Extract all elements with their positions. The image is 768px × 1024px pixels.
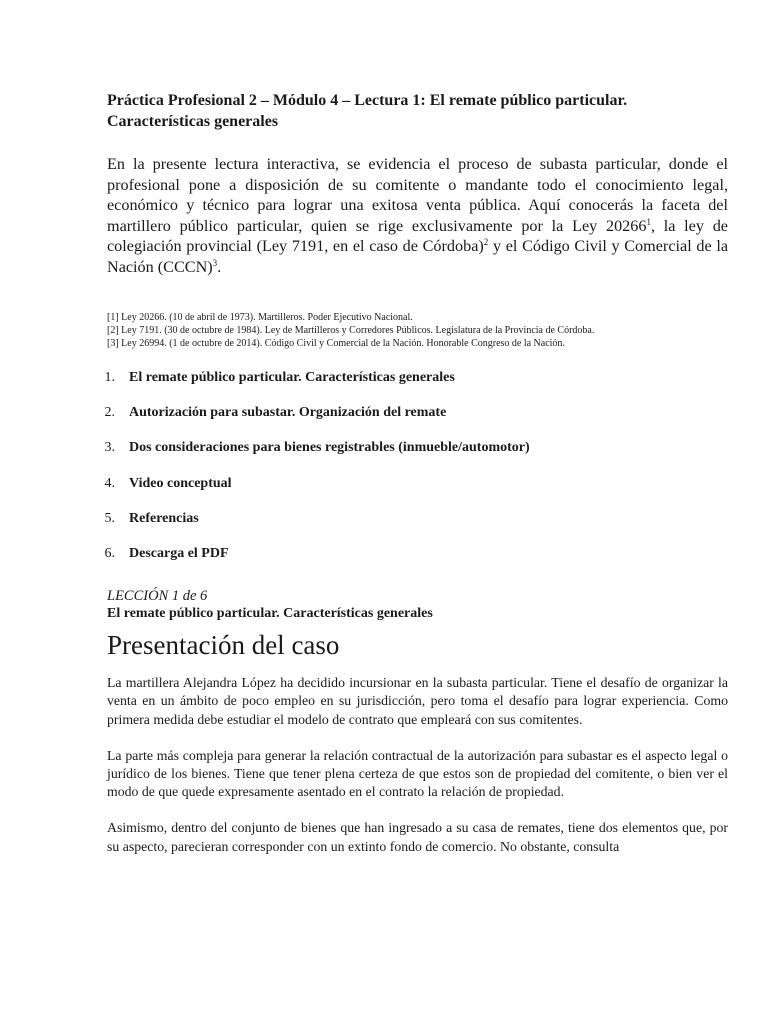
toc-number: 6. xyxy=(104,545,115,561)
toc-label[interactable]: Descarga el PDF xyxy=(129,545,229,561)
body-paragraph-1: La martillera Alejandra López ha decidido incursionar en la subasta particular. Tiene el desafío de organizar la venta en un ámbito de poco empleo en su jurisdicción, pero toma el desafío para lograr experiencia. Como primera medida debe estudiar el modelo de contrato que empleará con sus comitentes. xyxy=(107,675,728,727)
toc-label[interactable]: Referencias xyxy=(129,510,199,526)
toc-label[interactable]: El remate público particular. Características generales xyxy=(129,370,455,385)
footnote-3: [3] Ley 26994. (1 de octubre de 2014). Código Civil y Comercial de la Nación. Honorable Congreso de la Nación. xyxy=(107,338,565,349)
toc-label[interactable]: Dos consideraciones para bienes registrables (inmueble/automotor) xyxy=(129,440,530,456)
footnote-2: [2] Ley 7191. (30 de octubre de 1984). Ley de Martilleros y Corredores Públicos. Legislatura de la Provincia de Córdoba. xyxy=(107,325,595,336)
section-heading: Presentación del caso xyxy=(107,630,340,661)
toc-item-3[interactable] xyxy=(104,440,728,475)
lesson-subtitle: El remate público particular. Características generales xyxy=(107,606,433,622)
toc-number: 1. xyxy=(104,370,115,385)
intro-text-part4: . xyxy=(217,257,222,276)
footnote-ref-3[interactable]: 3 xyxy=(212,257,218,268)
table-of-contents xyxy=(104,370,728,581)
document-title-line1: Práctica Profesional 2 – Módulo 4 – Lectura 1: El remate público particular. xyxy=(107,92,628,109)
document-page xyxy=(104,90,728,856)
intro-text-part2: , la ley de colegiación provincial (Ley 7191, en el caso de Córdoba) xyxy=(107,216,728,255)
toc-item-4[interactable] xyxy=(104,475,728,511)
toc-item-1[interactable] xyxy=(104,370,728,405)
intro-text-part3: y el Código Civil y Comercial de la Nación (CCCN) xyxy=(107,237,728,276)
lesson-counter: LECCIÓN 1 de 6 xyxy=(107,588,208,605)
toc-item-6[interactable] xyxy=(104,545,728,581)
body-paragraph-2: La parte más compleja para generar la relación contractual de la autorización para subastar es el aspecto legal o jurídico de los bienes. Tiene que tener plena certeza de que estos son de propiedad del comitente, o bien ver el modo de que quede expresamente asentado en el contrato la relación de propiedad. xyxy=(107,747,728,800)
footnote-ref-2[interactable]: 2 xyxy=(483,237,489,247)
intro-text-part1: En la presente lectura interactiva, se evidencia el proceso de subasta particular, donde el profesional pone a disposición de su comitente o mandante todo el conocimiento legal, económico y técnico para lograr una exitosa venta pública. Aquí conocerás la faceta del martillero público particular, quien se rige exclusivamente por la Ley 20266 xyxy=(107,155,728,235)
document-title xyxy=(107,90,728,132)
toc-label[interactable]: Video conceptual xyxy=(129,475,232,491)
toc-item-2[interactable] xyxy=(104,405,728,440)
toc-number: 4. xyxy=(104,475,115,491)
intro-paragraph xyxy=(107,154,728,277)
footnote-1: [1] Ley 20266. (10 de abril de 1973). Martilleros. Poder Ejecutivo Nacional. xyxy=(107,312,413,323)
document-title-line2: Características generales xyxy=(107,113,279,130)
toc-number: 3. xyxy=(104,440,115,456)
toc-item-5[interactable] xyxy=(104,510,728,546)
toc-label[interactable]: Autorización para subastar. Organización del remate xyxy=(129,405,447,421)
body-paragraph-3: Asimismo, dentro del conjunto de bienes que han ingresado a su casa de remates, tiene dos elementos que, por su aspecto, parecieran corresponder con un extinto fondo de comercio. No obstante, consulta xyxy=(107,820,728,854)
toc-number: 5. xyxy=(104,510,115,526)
footnote-ref-1[interactable]: 1 xyxy=(646,216,651,227)
toc-number: 2. xyxy=(104,405,115,421)
footnotes xyxy=(107,311,728,350)
